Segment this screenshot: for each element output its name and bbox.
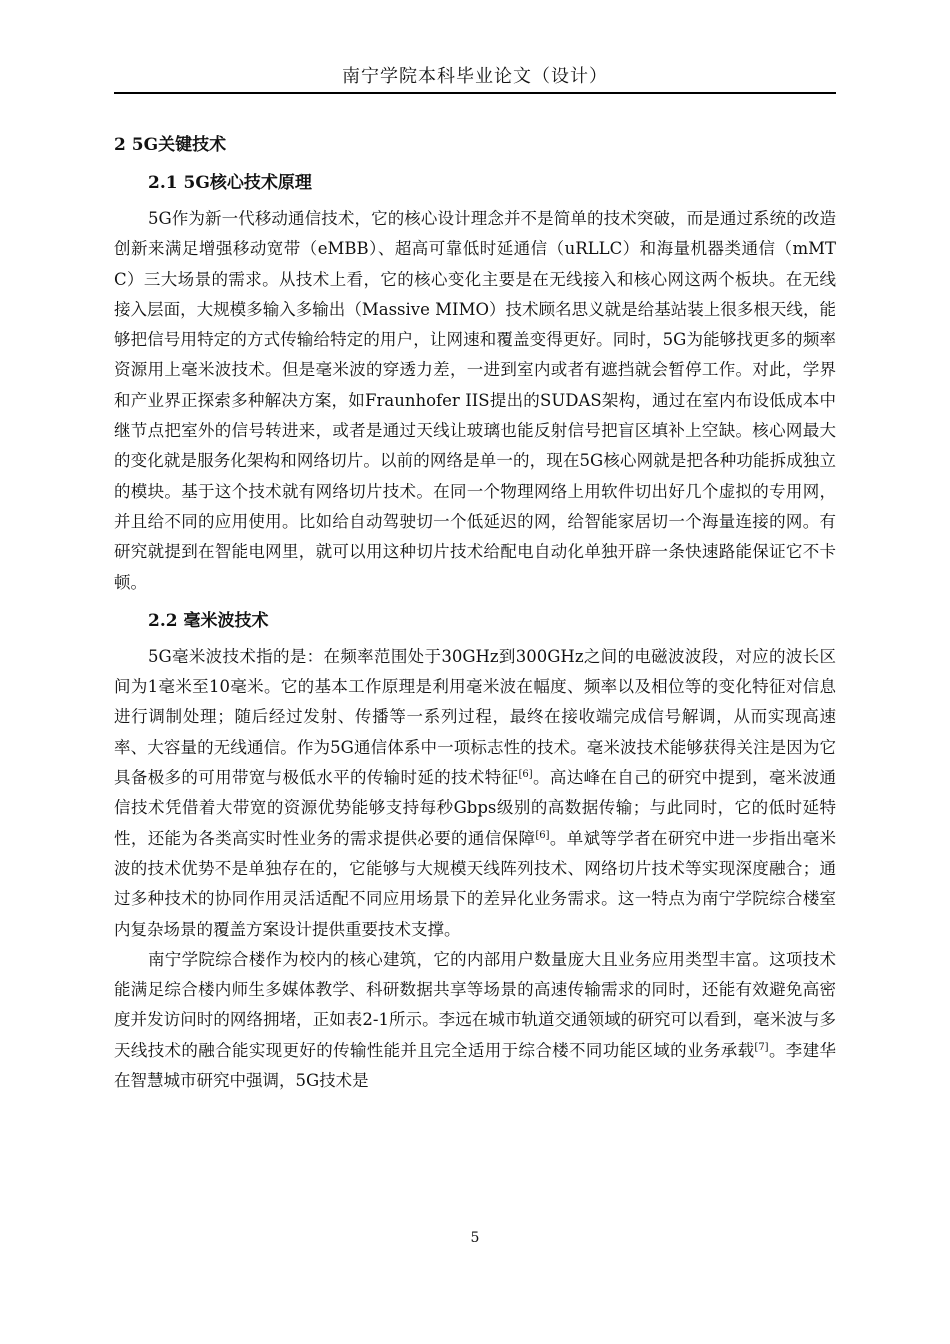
paragraph-mmwave-1: [114, 642, 836, 945]
citation-ref: [6]: [518, 769, 533, 781]
citation-ref: [7]: [754, 1041, 769, 1053]
page-number: 5: [470, 1230, 480, 1246]
subsection-heading-2-1: 2.1 5G核心技术原理: [148, 173, 312, 193]
text-run: 。李建华在智慧城市研究中强调，5G技术是: [114, 1040, 837, 1091]
subsection-heading-2-2: 2.2 毫米波技术: [148, 610, 269, 631]
paragraph-mmwave-2: [114, 945, 836, 1096]
text-run: 5G毫米波技术指的是：在频率范围处于30GHz到300GHz之间的电磁波波段，对应的波长区间为1毫米至10毫米。它的基本工作原理是利用毫米波在幅度、频率以及相位等的变化特征对信息进行调制处理；随后经过发射、传播等一系列过程，最终在接收端完成信号解调，从而实现高速率、大容量的无线通信。作为5G通信体系中一项标志性的技术。毫米波技术能够获得关注是因为它具备极多的可用带宽与极低水平的传输时延的技术特征: [114, 646, 836, 788]
body-content: [114, 126, 836, 1096]
text-run: 。高达峰在自己的研究中提到，毫米波通信技术凭借着大带宽的资源优势能够支持每秒Gbps级别的高数据传输；与此同时，它的低时延特性，还能为各类高实时性业务的需求提供必要的通信保障: [114, 768, 837, 848]
text-run: 南宁学院综合楼作为校内的核心建筑，它的内部用户数量庞大且业务应用类型丰富。这项技术能满足综合楼内师生多媒体教学、科研数据共享等场景的高速传输需求的同时，还能有效避免高密度并发访问时的网络拥堵，正如表2-1所示。李远在城市轨道交通领域的研究可以看到，毫米波与多天线技术的融合能实现更好的传输性能并且完全适用于综合楼不同功能区域的业务承载: [114, 949, 836, 1060]
header-rule: [114, 92, 836, 94]
citation-ref: [6]: [535, 829, 550, 841]
text-run: 。单斌等学者在研究中进一步指出毫米波的技术优势不是单独存在的，它能够与大规模天线阵列技术、网络切片技术等实现深度融合；通过多种技术的协同作用灵活适配不同应用场景下的差异化业务需求。这一特点为南宁学院综合楼室内复杂场景的覆盖方案设计提供重要技术支撑。: [114, 828, 837, 939]
page-header: 南宁学院本科毕业论文（设计）: [342, 66, 608, 87]
section-heading: 2 5G关键技术: [114, 135, 227, 155]
paragraph-core-principles: 5G作为新一代移动通信技术，它的核心设计理念并不是简单的技术突破，而是通过系统的改造创新来满足增强移动宽带（eMBB）、超高可靠低时延通信（uRLLC）和海量机器类通信（mMTC）三大场景的需求。从技术上看，它的核心变化主要是在无线接入和核心网这两个板块。在无线接入层面，大规模多输入多输出（Massive MIMO）技术顾名思义就是给基站装上很多根天线，能够把信号用特定的方式传输给特定的用户，让网速和覆盖变得更好。同时，5G为能够找更多的频率资源用上毫米波技术。但是毫米波的穿透力差，一进到室内或者有遮挡就会暂停工作。对此，学界和产业界正探索多种解决方案，如Fraunhofer IIS提出的SUDAS架构，通过在室内布设低成本中继节点把室外的信号转进来，或者是通过天线让玻璃也能反射信号把盲区填补上空缺。核心网最大的变化就是服务化架构和网络切片。以前的网络是单一的，现在5G核心网就是把各种功能拆成独立的模块。基于这个技术就有网络切片技术。在同一个物理网络上用软件切出好几个虚拟的专用网，并且给不同的应用使用。比如给自动驾驶切一个低延迟的网，给智能家居切一个海量连接的网。有研究就提到在智能电网里，就可以用这种切片技术给配电自动化单独开辟一条快速路能保证它不卡顿。: [114, 209, 836, 592]
